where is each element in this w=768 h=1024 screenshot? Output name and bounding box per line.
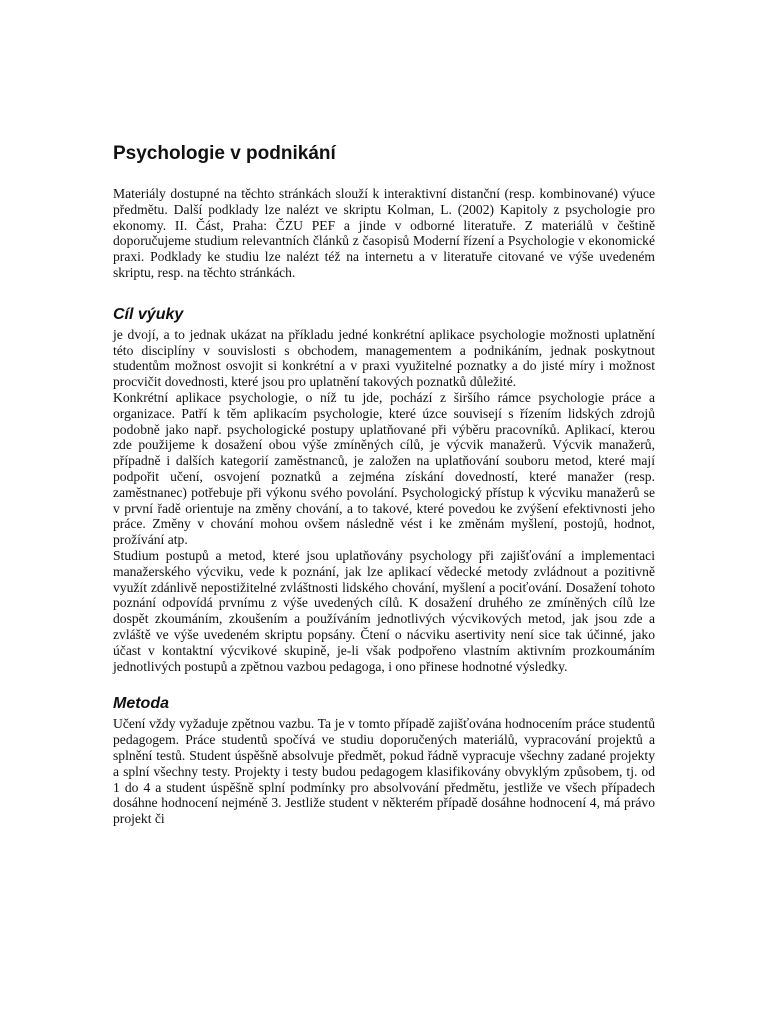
goal-paragraph-2: Konkrétní aplikace psychologie, o níž tu jde, pochází z širšího rámce psychologie práce a organizace. Patří k těm aplikacím psychologie, které úzce souvisejí s řízením lidských zdrojů podobně jako např. psychologické postupy uplatňované při výběru pracovníků. Aplikací, kterou zde použijeme k dosažení obou výše zmíněných cílů, je výcvik manažerů. Výcvik manažerů, případně i dalších kategorií zaměstnanců, je založen na uplatňování souboru metod, které mají podpořit učení, osvojení poznatků a zejména získání dovedností, které manažer (resp. zaměstnanec) potřebuje při výkonu svého povolání. Psychologický přístup k výcviku manažerů se v první řadě orientuje na změny chování, a to takové, které povedou ke zvýšení efektivnosti jeho práce. Změny v chování mohou ovšem následně vést i ke změnám myšlení, postojů, hodnot, prožívání atp.	[113, 389, 655, 548]
section-goal	[113, 305, 655, 675]
section-heading-goal: Cíl výuky	[113, 305, 184, 323]
intro-paragraph: Materiály dostupné na těchto stránkách slouží k interaktivní distanční (resp. kombinované) výuce předmětu. Další podklady lze nalézt ve skriptu Kolman, L. (2002) Kapitoly z psychologie pro ekonomy. II. Část, Praha: ČZU PEF a jinde v odborné literatuře. Z materiálů v češtině doporučujeme studium relevantních článků z časopisů Moderní řízení a Psychologie v ekonomické praxi. Podklady ke studiu lze nalézt též na internetu a v literatuře citované ve výše uvedeném skriptu, resp. na těchto stránkách.	[113, 186, 655, 280]
document-title: Psychologie v podnikání	[113, 143, 336, 164]
section-method	[113, 694, 655, 827]
document-page	[113, 142, 655, 827]
goal-paragraph-1: je dvojí, a to jednak ukázat na příkladu jedné konkrétní aplikace psychologie možnosti uplatnění této disciplíny v souvislosti s obchodem, managementem a podnikáním, jednak poskytnout studentům možnost osvojit si konkrétní a v praxi využitelné poznatky a do jisté míry i možnost procvičit dovednosti, které jsou pro uplatnění takových poznatků důležité.	[113, 326, 655, 390]
method-paragraph-1: Učení vždy vyžaduje zpětnou vazbu. Ta je v tomto případě zajišťována hodnocením práce studentů pedagogem. Práce studentů spočívá ve studiu doporučených materiálů, vypracování projektů a splnění testů. Student úspěšně absolvuje předmět, pokud řádně vypracuje všechny zadané projekty a splní všechny testy. Projekty i testy budou pedagogem klasifikovány obvyklým způsobem, tj. od 1 do 4 a student úspěšně splní podmínky pro absolvování předmětu, jestliže ve všech případech dosáhne hodnocení nejméně 3. Jestliže student v některém případě dosáhne hodnocení 4, má právo projekt či	[113, 716, 655, 827]
section-heading-method: Metoda	[113, 695, 169, 713]
goal-paragraph-3: Studium postupů a metod, které jsou uplatňovány psychology při zajišťování a implementaci manažerského výcviku, vede k poznání, jak lze aplikací vědecké metody zvládnout a pozitivně využít zdánlivě nepostižitelné zvláštnosti lidského chování, myšlení a pociťování. Dosažení tohoto poznání odpovídá prvnímu z výše uvedených cílů. K dosažení druhého ze zmíněných cílů lze dospět zkoumáním, zkoušením a používáním jednotlivých výcvikových metod, jak jsou zde a zvláště ve výše uvedeném skriptu popsány. Čtení o nácviku asertivity není sice tak účinné, jako účast v kontaktní výcvikové skupině, je-li však podpořeno vlastním aktivním prozkoumáním jednotlivých postupů a zpětnou vazbou pedagoga, i ono přinese hodnotné výsledky.	[113, 547, 655, 674]
